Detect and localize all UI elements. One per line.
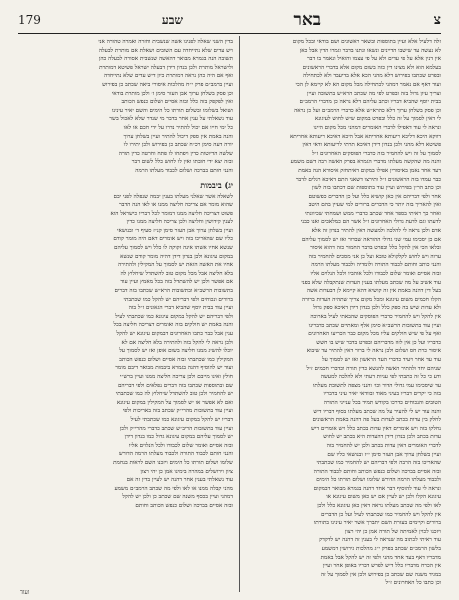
text-line: וכן כתבו כל האחרונים ז״ל	[385, 580, 441, 587]
header-title-left: שבע	[161, 13, 183, 27]
text-line: שלומו ושלום תורתו כל הימים ויזכנו השם לראות בנחמת	[113, 459, 233, 466]
text-line: וכן כתב הר״ן בפירוש ועיין עוד בתוספות שם דכתבו בזה לשון	[311, 185, 441, 192]
text-line: ויש עדים שלא נתייחדה עם השובים ושאלת אם מותרת לבעלה	[98, 47, 233, 54]
text-line: ובזה יצא ידי חובתו ואין לו לחוש כלל לשום דבר	[131, 159, 233, 166]
text-line: ועיין בשלחן ערוך אבן העזר סימן י״ז ובנושאי כליו שם	[327, 451, 441, 458]
text-line: בלא חליצה אבל מכל מקום טוב להשתדל שיחלוץ לה	[120, 270, 233, 277]
text-line: במקום עיגונא ולכן בנדון דידן דהיה מומר קודם שנשא	[120, 253, 233, 260]
text-line: לדעתו וגם לדעת גדולי האחרונים ז״ל אשר הם כמלאכים ואנו כבני	[300, 219, 441, 226]
text-line: ציון וירושלים במהרה בימינו אמן כן יהי רצון	[140, 468, 233, 475]
left-column	[18, 38, 233, 594]
text-line: המקילין כמו שכתבתי ובזה אסיים ושלום כנפש הכותב	[119, 356, 233, 363]
header-title-right: באר	[293, 10, 321, 30]
text-line: ובפרט שכתבו בפירוש דלא מהני הכא אלא בדיעבד ולא לכתחילה	[303, 73, 441, 80]
text-line: עוד נשאלתי על ענין אחר בדבר מי שנדר שלא לאכול בשר	[109, 116, 233, 123]
text-line: דמהני ועיין בכסף משנה שם שכתב כן ולכן יש להקל	[122, 494, 233, 501]
text-line: וכן פסק בשלחן ערוך דלא כהרא״ש אלא כדברי הרמב״ם ועל כן נראה	[294, 107, 441, 114]
text-line: והנה עוד יש לי להעיר על מה שכתב מעלתו בסוף דבריו דיש	[313, 408, 441, 415]
running-header	[18, 10, 441, 32]
text-line: עד שיסכימו עמי גדולי הדור וכו׳ והנני מצפה לתשובת מעלתו	[312, 382, 441, 389]
text-line: ואין להאריך בזה יותר כי הדברים ברורים למי שעיין בהם היטב	[308, 202, 441, 209]
text-line: לענין קידושין וחליצה ולכן צריכה חליצה ממנו כדין	[126, 219, 233, 226]
text-line: ויזכנו לכוין לאמיתה של תורה אמן כן יהי רצון	[344, 528, 441, 535]
text-line: עיגונא הקלו ולכן יש לעיין אם יש כאן משום עיגונא או	[326, 494, 441, 501]
header-rule	[18, 33, 441, 34]
text-line: ועוד יש להוסיף דהנה בגמרא ביבמות מבואר דיבם מומר	[115, 365, 233, 372]
text-line: לי דאין לסמוך על זה כלל ובפרט במקום שיש לחוש לעיגונא	[314, 116, 441, 123]
text-line: פשוט דצריכה חליצה ממנו דמומר לכל דבריו כישראל הוא	[110, 210, 233, 217]
text-line: יש לסמוך עליהם במקום עיגונא גדול כמו בנדון דידן	[124, 434, 233, 441]
text-line: ולכן נראה לי להקל בזה ולהתירה בלא חליצה אם לא	[121, 339, 233, 346]
text-line: שהאריכו בזה הרבה ולפי דבריהם יש להחמיר כמו שכתבתי	[316, 460, 441, 467]
text-line: שלשה הדיוטות כדין ויפתחו לו פתח וחרטה כדין תורה	[118, 150, 233, 157]
text-line: ועיין עוד בתשובות הריב״ש שכתב כדברי מהרי״ק ולכן	[119, 425, 233, 432]
text-line: ועיין עוד בתשובות מהרי״ק שכתב בזה באריכות ולפי	[122, 408, 233, 415]
text-line: ולא עדות שיש בה ספק כלל ולכן בנדון דידן דאיכא ספק גדול	[313, 305, 441, 312]
text-line: אין להקל ויש להחמיר כדברי הפוסקים שהבאתי לעיל בארוכה	[310, 314, 441, 320]
text-line: מדבריו דאף בעד אחד מהני ולפי זה יש להקל אבל באמת	[320, 554, 441, 561]
text-line: כליו שם שהאריכו בזה ויש אומרים דאם היה מומר קודם	[113, 236, 233, 243]
text-line: כדבריו ועל כן אין לזוז מדבריהם ובפרט בדבר שיש בו חשש	[316, 339, 441, 346]
text-line: עוד אשיב על מה שכתב מעלתו בענין העדות שנתקבלה שלא בפני	[301, 279, 441, 286]
text-line: אין דנין אלא על פי עדים ולא על פי עצמו והואיל ונאמר בו דבר	[307, 56, 441, 63]
text-line: לדברי האומרים דאין עדות בכתב ולכן יש להחמיר בזה	[326, 442, 441, 449]
text-line: ועיין עוד בבית יוסף שהביא דברי הגאונים ז״ל בזה	[128, 305, 233, 312]
text-line: הטובים והנכוחים כדרכו בקודש תמיד בכל ענייני התורה	[323, 399, 441, 406]
text-line: וצריך עיון גדול בזה ובפרט לפי מה שכתב הרא״ש בתשובה ועיין	[307, 90, 441, 97]
text-line: ועיין עוד בתשובות הרשב״א סימן אלף ומאתיים שכתב כדברינו	[308, 322, 441, 329]
text-line: דעד אחד נאמן באיסורין אפילו במקום דאיתחזק איסורא הנה באמת	[298, 167, 441, 174]
text-line: ודע כי כל זה כתבתי לפי עניות דעתי ולא להלכה למעשה	[320, 374, 441, 381]
text-line: ובזה אסיים בברכה ושלום כנפש הכותב וחותם לכבוד התורה	[313, 468, 441, 475]
text-line: ואין לפקפק בזה כלל ובזה אסיים ושלום כנפש הכותב	[121, 99, 233, 106]
page-number-arabic: 179	[18, 13, 41, 27]
page-number-hebrew: צ	[433, 12, 441, 28]
right-column	[227, 38, 441, 594]
catchword: ועוד	[20, 589, 30, 596]
text-line: אחיו את האשה הזאת יש לסמוך על המקילין ולהתירה	[118, 262, 233, 269]
text-line: לאו ולפי מה שכתב מעלתו נראה דאין כאן עיגונא כלל ולכן	[317, 503, 441, 510]
text-line: בעל דין דהנה באמת אין זה קושיא דהא קיימא לן דבעדות אשה	[306, 288, 441, 295]
text-line: והנני כותב וחותם לכבוד התורה ולומדיה ולכבוד מעלתו הרמה	[311, 262, 441, 269]
text-line: תשובה הנה בגמרא מבואר דהאשה שנשבית אסורה לבעלה כהן	[98, 56, 233, 63]
text-line: ואף על פי שיש חולקים עליו מכל מקום כבר הכריעו האחרונים	[308, 331, 441, 338]
text-line: הקלו חכמים משום עיגונא ומכל מקום צריך שתהיה העדות ברורה	[301, 296, 441, 303]
text-line: חולץ ואינו מייבם ולכן צריכה חליצה ממנו ועיין ברש״י	[119, 373, 233, 380]
text-line: אין הכרח מדבריו כלל דיש לפרש דבריו באופן אחר ועיין	[322, 563, 441, 570]
text-line: אם כן יסכימו עמי שני גדולי ההוראה שבדור ואז יש לסמוך עליהם	[301, 236, 441, 243]
text-line: יורה דעה סימן רכ״ח שכתב כן בפירוש ולכן יתירו לו	[123, 142, 233, 149]
text-line: ולפי דבריהם יש להקל במקום עיגונא כמו שכתבתי לעיל	[115, 313, 233, 320]
text-line: ושואל בשלומו ובשלום תורתו כל הימים והשם יאיר עינינו	[111, 107, 233, 114]
text-line: ברורים וקיימים בעזרת השם יתברך אשר יאיר עינינו בתורתו	[313, 520, 441, 527]
text-line: ובזה אסיים ואומר שלום לכבודו ולכל אוהביו ולכל הנלוים אליו	[310, 271, 441, 278]
text-line: והנה מה שהקשה מעלתו מדברי הגמרא בפרק האשה רבה דשם משמע	[290, 159, 441, 166]
text-line: ונראה לי עוד להוסיף דבר אחד דהנה בגמרא מבואר דבמקום	[313, 485, 441, 492]
text-line: ואף אם היה כהן נראה דמותרת כיון דיש עדים שלא נתייחדה	[103, 73, 233, 80]
text-line: כל ימי חייו אם יכול להתיר נדרו על ידי חכם או לאו	[123, 124, 233, 131]
text-line: יוכלו להשיג ממנו חליצה בשום אופן ואז יש לסמוך על	[119, 348, 233, 355]
text-line: וכן פסק בשלחן ערוך אבן העזר סימן ז׳ ולכן מותרת בודאי	[111, 90, 233, 97]
text-line: והנני חותם בברכה ושלום לכבוד מעלתו הרמה	[135, 167, 233, 174]
text-line: ועיין ברמב״ם פרק י״ח מהלכות איסורי ביאה שכתב כן בפירוש	[102, 81, 233, 88]
text-line: אחר ולפי דבריהם אין כאן קושיא כלל ועל כן הדברים כפשוטם	[308, 193, 441, 200]
text-line: אם אפשר ולכן יש להשתדל בזה בכל מאמץ ועיין עוד	[120, 279, 233, 286]
text-line: ובזה אסיים בברכה ושלום כנפש הכותב וחותם	[135, 502, 233, 509]
text-line: ולכבוד מעלתו הרמה הדורש שלומו ושלום תורתו כל הימים	[316, 477, 441, 484]
text-line: בזה כי יקרים דבריו בעיני מאוד ובוודאי יאיר עיני בדבריו	[323, 391, 441, 398]
text-line: ובזה אסיים ואומר שלום לכבודו ולכל הנלוים אליו	[128, 442, 233, 449]
text-line: שהוא מומר אם צריכה חליצה ממנו או לאו הנה הדבר	[119, 202, 233, 209]
text-line: והנה באמת יש חולקים בזה ואומרים דצריכה חליצה בכל	[113, 322, 233, 329]
text-line: עוד ראיתי לכתוב מה שנראה לי בענין זה דהנה יש לדקדק	[319, 537, 441, 544]
text-line: בדין השני שאלה לפנינו אשה שנשבית וחזרה ואמרה טהורה אני	[98, 39, 233, 45]
text-line: כבר עמדו בזה הראשונים ז״ל ותירצו דשאני התם דאיכא רגלים לדבר	[295, 176, 441, 183]
text-line: דווקא היכא דליכא ריעותא אחריתא אבל היכא דאיכא ריעותא אחריתא	[289, 133, 441, 140]
text-line: זלה דלעיל אלא ועיין בתוספות ובשאר ראשונים ושם בודאי ובכל מקום	[292, 39, 441, 45]
text-line: שניהם יחד ולהתיר האשה להנשא כדין תורה וכדברי חכמים ז״ל	[306, 365, 441, 372]
text-line: והנני חותם לכבוד התורה ולכבוד מעלתו הרמה הדורש	[118, 451, 233, 458]
text-line: לחלק בין עדות בכתב לעדות בעל פה דהנה באמת הראשונים	[312, 417, 441, 424]
text-line: לא נעשה עד שישבו הדיינים ונשאו ונתנו בדבר וגמרו הדין אבל כאן	[299, 47, 441, 54]
text-line: ונראה לי עוד דאפילו לדברי האומרים דמהני מכל מקום היינו	[313, 124, 441, 131]
text-line: דבריו יש להקל במקום עיגונא כמו שכתבתי לעיל	[130, 416, 233, 423]
text-line: בתשובות הרשב״א ובתשובות הרא״ש שכתבו בזה דברים	[114, 288, 233, 295]
text-line: ולישראל מותרת ולכן בנדון דידן דבעלה ישראל פשיטא דמותרת	[99, 64, 233, 71]
text-line: יש להחמיר ולכן טוב להשתדל שיחלוץ לה כמו שכתבתי	[115, 391, 233, 398]
text-line: שנשא אחיו אשתו אינה זקוקה לו כלל ויש לסמוך עליהם	[113, 245, 233, 252]
text-line: שם ובתוספות שכתבו בזה דברים נפלאים ולפי דבריהם	[117, 382, 233, 389]
text-line: אדם ולכן נראה לי להלכה ולמעשה דאין להתיר בנדון זה אלא	[311, 228, 441, 235]
text-line: ענין אבל כבר כתבו האחרונים דבמקום עיגונא יש להקל	[116, 331, 233, 337]
text-line: עוד נשאלתי בענין אחר דהנה יש לעיין בדין זה אם	[126, 477, 233, 484]
text-line: ועוד דאף אם נאמר דמהני לכתחילה מכל מקום הא לא קיימא לן הכי	[295, 81, 441, 88]
text-line: ועיין בשלחן ערוך אבן העזר סימן קנ״ז סעיף ד׳ ובנושאי	[117, 227, 233, 234]
text-line: ואחר כך ראיתי בספר אחד שכתב כדברי ממש ושמחתי שכיוונתי	[304, 210, 441, 217]
text-line: עוד עד אחר ויעיד כדברי העד הראשון ואז יש לסמוך על	[322, 356, 441, 363]
text-line: לשאלה אשר שאלני מעלתו בענין יבמה שנפלה לפני יבם	[113, 193, 233, 200]
text-line: ובלאו הכי אין להקל כלל ובפרט בדבר החמור כזה דהוא איסור	[310, 245, 441, 252]
text-line: בלשון הרמב״ם שכתב בפרק י״ג מהלכות גירושין דמשמע	[321, 546, 441, 553]
text-line: נחלקו בזה ויש אומרים דאין עדות בכתב כלל ויש אומרים דיש	[310, 425, 441, 432]
text-line: בעלמא הוא ולא מצינו דין כזה בשום מקום אלא בדברי הראשונים	[302, 64, 441, 71]
text-line: לסמוך על זה ויש להחמיר בזה כדברי הפוסקים האחרונים ז״ל	[311, 150, 441, 157]
text-line: והנה באמת אין ספק דיכול להתיר ועיין בשלחן ערוך	[123, 133, 233, 140]
text-line: עדות בכתב ולכן בנדון דידן דהעדות היא בכתב יש לחוש	[323, 434, 441, 441]
text-line: אין להקל ויש להחמיר כמו שכתבתי לעיל ועל כן הדברים	[321, 511, 441, 518]
section-heading: יג) ביבמות	[200, 179, 233, 190]
text-line: בבית יוסף שהביא דבריו וכתב עליהם דלא נראה כן מדברי הרמב״ם	[299, 99, 441, 106]
text-line: איסור כרת חס ושלום ולכן נראה לי ברור דאין להתיר עד שיבוא	[306, 348, 441, 355]
text-line: ערוה ויש לחוש לקלקולא טובא ועל כן אני מסכים להחמיר בזה	[308, 253, 441, 260]
text-line: פשיטא דלא מהני ולכן בנדון דידן דאיכא תרתי לריעותא ודאי דאין	[302, 142, 441, 149]
text-line: במגיד משנה שם שכתב כן בפירוש ולכן אין לסמוך על זה	[320, 571, 441, 578]
text-line: ואם לא אפשר אז יש לסמוך על המקילין במקום עיגונא	[116, 399, 233, 406]
text-line: ברורים ונכוחים ולפי דבריהם יש להקל כמו שכתבתי	[123, 296, 233, 303]
text-line: מהני קבלה ממנו או לאו ולפי מה שכתב הרמב״ם משמע	[114, 485, 233, 492]
